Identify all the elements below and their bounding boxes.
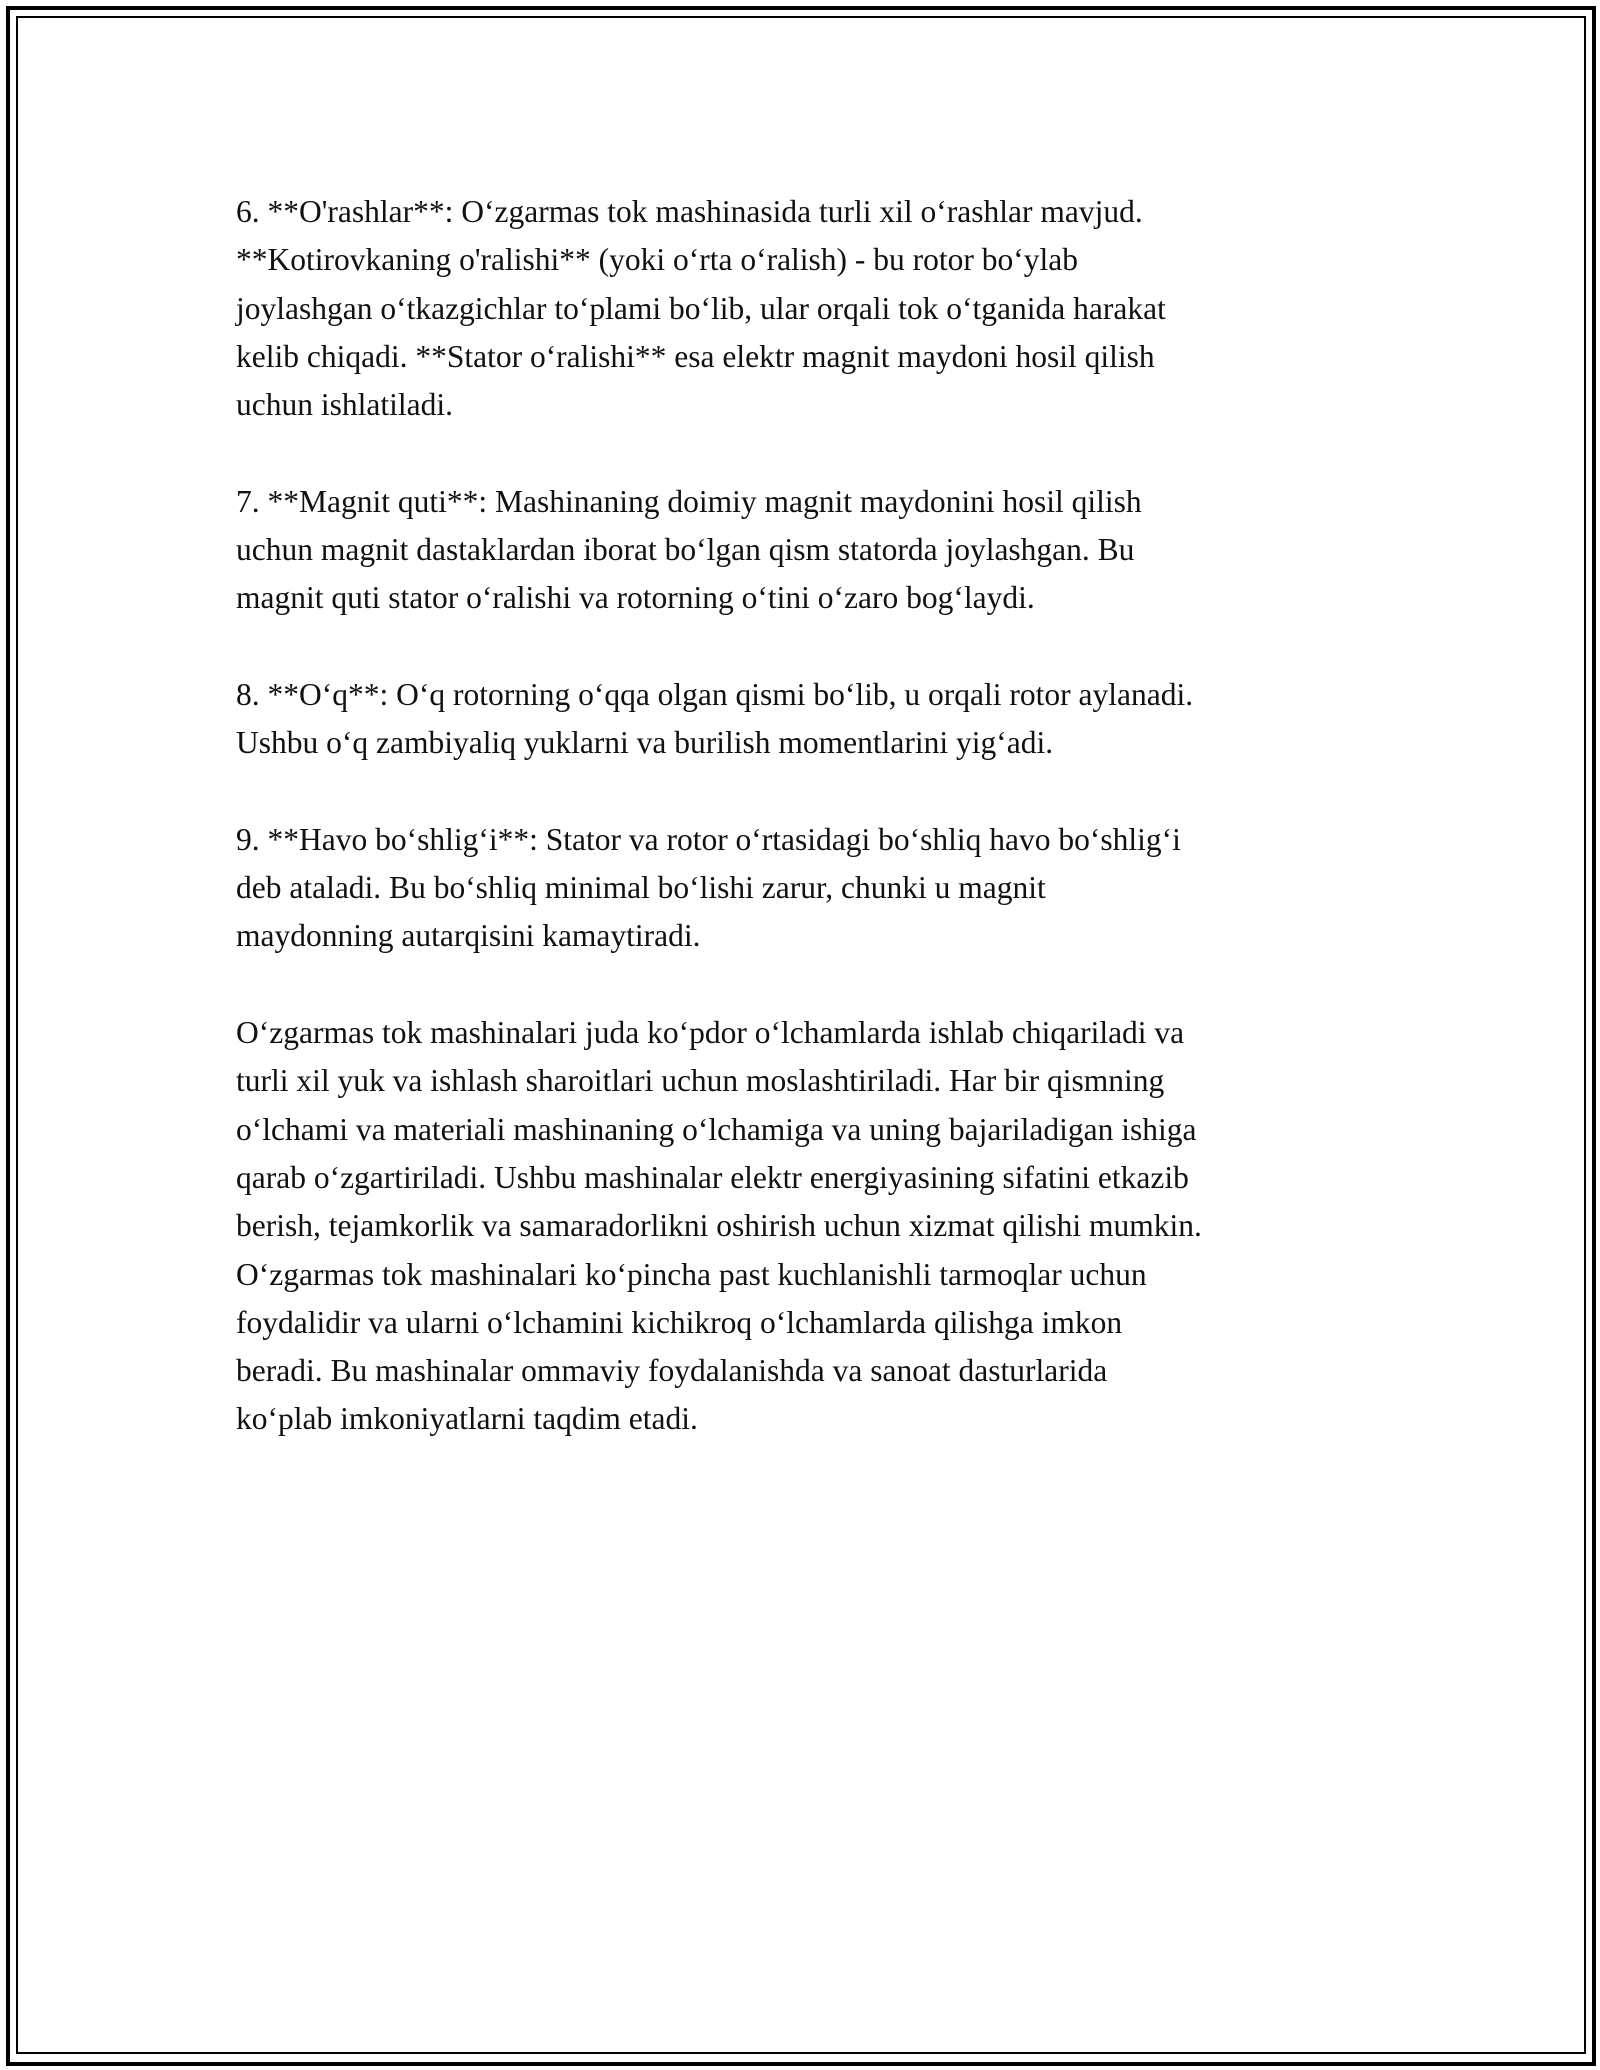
paragraph-magnet-box: 7. **Magnit quti**: Mashinaning doimiy magnit maydonini hosil qilish uchun magnit dastaklardan iborat bo‘lgan qism statorda joylashgan. Bu magnit quti stator o‘ralishi va rotorning o‘tini o‘zaro bog‘laydi. <box>236 483 1142 616</box>
document-body <box>236 188 1416 1492</box>
paragraph-air-gap: 9. **Havo bo‘shlig‘i**: Stator va rotor o‘rtasidagi bo‘shliq havo bo‘shlig‘i deb ataladi. Bu bo‘shliq minimal bo‘lishi zarur, chunki u magnit maydonning autarqisini kamaytiradi. <box>236 821 1181 954</box>
paragraph-windings: 6. **O'rashlar**: O‘zgarmas tok mashinasida turli xil o‘rashlar mavjud. **Kotirovkaning o'ralishi** (yoki o‘rta o‘ralish) - bu rotor bo‘ylab joylashgan o‘tkazgichlar to‘plami bo‘lib, ular orqali tok o‘tganida harakat kelib chiqadi. **Stator o‘ralishi** esa elektr magnit maydoni hosil qilish uchun ishlatiladi. <box>236 194 1166 423</box>
paragraph-shaft: 8. **O‘q**: O‘q rotorning o‘qqa olgan qismi bo‘lib, u orqali rotor aylanadi. Ushbu o‘q zambiyaliq yuklarni va burilish momentlarini yig‘adi. <box>236 676 1194 761</box>
paragraph-summary: O‘zgarmas tok mashinalari juda ko‘pdor o‘lchamlarda ishlab chiqariladi va turli xil yuk va ishlash sharoitlari uchun moslashtiriladi. Har bir qismning o‘lchami va materiali mashinaning o‘lchamiga va uning bajariladigan ishiga qarab o‘zgartiriladi. Ushbu mashinalar elektr energiyasining sifatini etkazib berish, tejamkorlik va samaradorlikni oshirish uchun xizmat qilishi mumkin. O‘zgarmas tok mashinalari ko‘pincha past kuchlanishli tarmoqlar uchun foydalidir va ularni o‘lchamini kichikroq o‘lchamlarda qilishga imkon beradi. Bu mashinalar ommaviy foydalanishda va sanoat dasturlarida ko‘plab imkoniyatlarni taqdim etadi. <box>236 1015 1202 1437</box>
